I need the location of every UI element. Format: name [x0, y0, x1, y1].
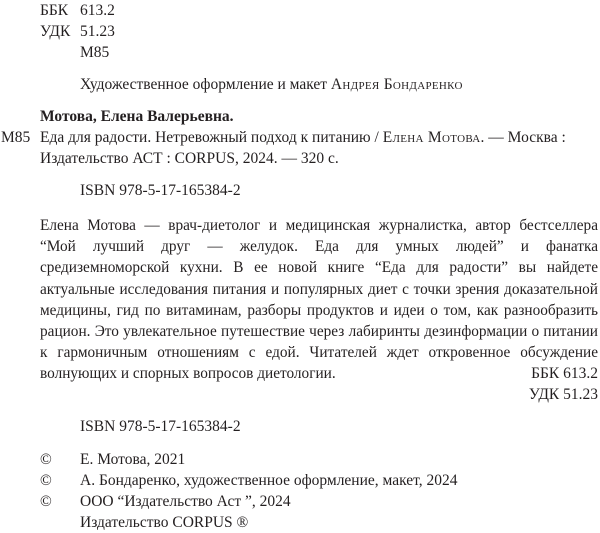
udk-value: 51.23	[80, 23, 115, 40]
bbk-label: ББК	[40, 2, 69, 19]
bbk-bottom: ББК 613.2	[531, 365, 598, 382]
isbn-bottom: ISBN 978-5-17-165384-2	[80, 418, 241, 435]
bib-title-line	[40, 127, 566, 148]
udk-bottom: УДК 51.23	[528, 386, 598, 403]
author-mark: М85	[80, 44, 110, 61]
bib-place: . — Москва :	[480, 129, 566, 146]
copyright-text: ООО “Издательство Аст ”, 2024	[80, 493, 291, 510]
design-credit	[80, 74, 463, 95]
design-credit-text: Художественное оформление и макет	[80, 76, 331, 93]
bib-title: Еда для радости. Нетревожный подход к питанию /	[40, 129, 383, 146]
copyright-text: Издательство CORPUS ®	[80, 514, 249, 531]
author-heading: Мотова, Елена Валерьевна.	[40, 108, 234, 125]
bib-author-mark: М85	[1, 129, 31, 146]
isbn-top: ISBN 978-5-17-165384-2	[80, 182, 241, 199]
copyright-symbol: ©	[40, 472, 52, 489]
udk-label: УДК	[40, 23, 71, 40]
copyright-text: А. Бондаренко, художественное оформление, макет, 2024	[80, 472, 458, 489]
copyright-symbol: ©	[40, 451, 52, 468]
bib-publisher-line: Издательство АСТ : CORPUS, 2024. — 320 с.	[40, 150, 339, 167]
copyright-symbol: ©	[40, 493, 52, 510]
copyright-text: Е. Мотова, 2021	[80, 451, 186, 468]
designer-name: Андрея Бондаренко	[330, 76, 463, 93]
bib-author: Елена Мотова	[382, 129, 481, 146]
annotation-paragraph: Елена Мотова — врач-диетолог и медицинская журналистка, автор бестселлера “Мой лучший друг — желудок. Еда для умных людей” и фанатка средиземноморской кухни. В ее новой книге “Еда для радости” вы найдете актуальные исследования питания и популярных диет с точки зрения доказательной медицины, гид по витаминам, разборы продуктов и идеи о том, как разнообразить рацион. Это увлекательное путешествие через лабиринты дезинформации о питании к гармоничным отношениям с едой. Читателей ждет откровенное обсуждение волнующих и спорных вопросов диетологии.	[40, 217, 598, 383]
bbk-value: 613.2	[80, 2, 115, 19]
